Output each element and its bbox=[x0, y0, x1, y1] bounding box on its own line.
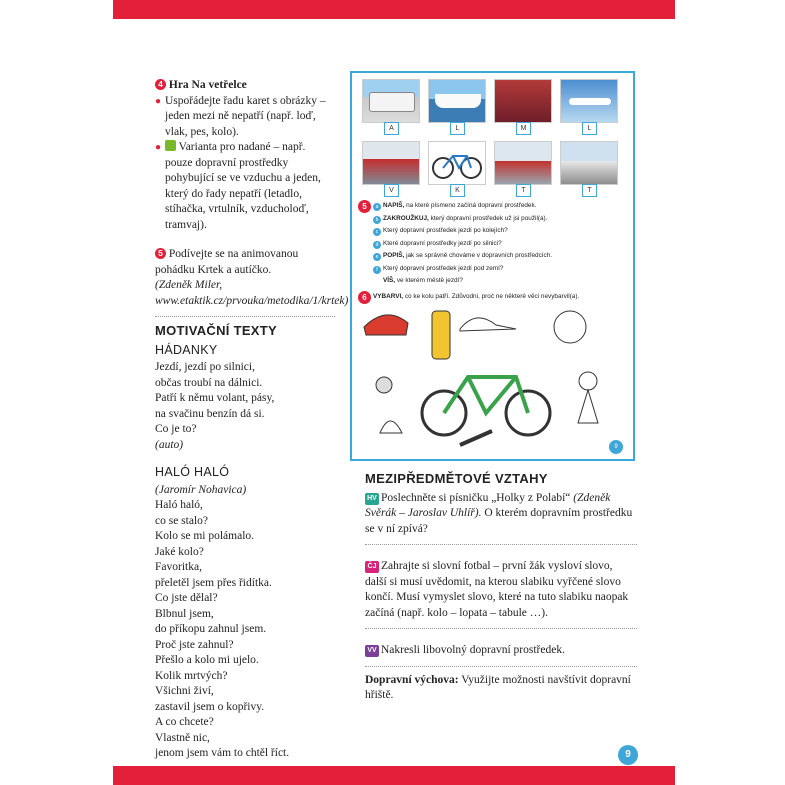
letter-box: K bbox=[450, 184, 465, 197]
section-number-5: 5 bbox=[155, 248, 166, 259]
panel-page-number: 9 bbox=[609, 440, 623, 454]
task-marker: b bbox=[373, 216, 381, 224]
task-line: c Který dopravní prostředek jezdí po kolejích? bbox=[358, 225, 628, 237]
cap-icon bbox=[460, 318, 516, 331]
poem-line: Co jste dělal? bbox=[155, 592, 218, 604]
cj-paragraph: ČJ Zahrajte si slovní fotbal – první žák vysloví slovo, další si musí uvědomit, na kterou slabiku vyřčené slovo končí. Musí vymyslet slovo, které na tuto slabiku naopak začíná (např. kolo – lopata – tabule …). bbox=[365, 560, 629, 619]
task-line: f Který dopravní prostředek jezdí pod zemí? bbox=[358, 263, 628, 275]
gift-icon bbox=[165, 140, 176, 151]
poem-line: do příkopu zahnul jsem. bbox=[155, 623, 267, 635]
doll-icon bbox=[579, 372, 597, 390]
section-number-4: 4 bbox=[155, 79, 166, 90]
task-line: VÍŠ, ve kterém městě jezdí? bbox=[383, 277, 463, 285]
task-line: 5 a NAPIŠ, na které písmeno začíná dopravní prostředek. bbox=[358, 200, 628, 213]
hadanky-answer: (auto) bbox=[155, 438, 184, 451]
trolleybus-picture bbox=[560, 141, 618, 185]
bus-picture bbox=[362, 79, 420, 123]
dopravni-vychova-label: Dopravní výchova: bbox=[365, 673, 459, 686]
list-item bbox=[155, 140, 335, 233]
airplane-picture bbox=[560, 79, 618, 123]
section-5-source: (Zdeněk Miler, www.etaktik.cz/prvouka/metodika/1/krtek) bbox=[155, 279, 349, 307]
letter-box: A bbox=[384, 122, 399, 135]
task-marker: a bbox=[373, 203, 381, 211]
top-red-bar bbox=[113, 0, 675, 19]
hadanky-poem bbox=[155, 360, 335, 453]
halo-poem bbox=[155, 498, 335, 762]
hadanky-heading: HÁDANKY bbox=[155, 342, 218, 357]
poem-line: Co je to? bbox=[155, 423, 197, 435]
motivacni-heading: MOTIVAČNÍ TEXTY bbox=[155, 323, 277, 338]
helmet-icon bbox=[364, 315, 408, 335]
section-5-text: Podívejte se na animovanou pohádku Krtek a autíčko. bbox=[155, 248, 299, 276]
workbook-page-image bbox=[350, 71, 635, 461]
train-picture bbox=[362, 141, 420, 185]
task-marker: e bbox=[373, 253, 381, 261]
letter-box: L bbox=[582, 122, 597, 135]
cj-badge: ČJ bbox=[365, 561, 379, 573]
halo-heading: HALÓ HALÓ bbox=[155, 465, 230, 479]
task-number: 6 bbox=[358, 291, 371, 304]
hv-author: (Zdeněk Svěrák – Jaroslav Uhlíř). bbox=[365, 491, 611, 519]
bicycle-picture bbox=[428, 141, 486, 185]
pump-icon bbox=[460, 431, 492, 445]
poem-line: co se stalo? bbox=[155, 514, 209, 527]
letter-box: M bbox=[516, 122, 531, 135]
section-5 bbox=[155, 247, 349, 309]
divider bbox=[365, 628, 637, 629]
task-marker: f bbox=[373, 266, 381, 274]
left-column bbox=[155, 78, 349, 762]
bullet-text: Uspořádejte řadu karet s obrázky – jeden mezi ně nepatří (např. loď, vlak, pes, kolo). bbox=[165, 94, 326, 138]
poem-line: Kolo se mi polámalo. bbox=[155, 530, 255, 542]
bottle-icon bbox=[432, 311, 450, 359]
poem-line: Přešlo a kolo mi ujelo. bbox=[155, 654, 259, 666]
bullet-icon: ● bbox=[155, 142, 162, 153]
bottom-red-bar bbox=[113, 766, 675, 785]
task-marker: c bbox=[373, 228, 381, 236]
letter-box: T bbox=[582, 184, 597, 197]
tram-picture bbox=[494, 141, 552, 185]
vv-paragraph: VV Nakresli libovolný dopravní prostředek. bbox=[365, 643, 637, 659]
bullet-text: Varianta pro nadané – např. pouze dopravní prostředky pohybující se ve vzduchu a jeden, který do řady nepatří (letadlo, stíhačka, vrtulník, vzducholoď, tramvaj). bbox=[165, 141, 321, 231]
section-4 bbox=[155, 78, 335, 233]
divider bbox=[155, 316, 335, 317]
poem-line: Blbnul jsem, bbox=[155, 607, 214, 620]
headphones-icon bbox=[554, 311, 586, 343]
poem-line: Vlastně nic, bbox=[155, 731, 210, 744]
poem-line: Jezdí, jezdí po silnici, bbox=[155, 361, 255, 373]
vv-badge: VV bbox=[365, 645, 379, 657]
poem-line: Kolik mrtvých? bbox=[155, 669, 228, 682]
task-number: 5 bbox=[358, 200, 371, 213]
mezipredmetove-heading: MEZIPŘEDMĚTOVÉ VZTAHY bbox=[365, 471, 548, 486]
poem-line: občas troubí na dálnici. bbox=[155, 376, 263, 389]
task-line: d Které dopravní prostředky jezdí po silnici? bbox=[358, 238, 628, 250]
task-list bbox=[358, 200, 628, 304]
coloring-illustration bbox=[356, 305, 628, 453]
task-line: e POPIŠ, jak se správně chováme v dopravních prostředcích. bbox=[358, 250, 628, 262]
divider bbox=[365, 544, 637, 545]
poem-line: zastavil jsem o kopřivy. bbox=[155, 700, 265, 713]
poem-line: Proč jste zahnul? bbox=[155, 638, 234, 651]
ship-picture bbox=[428, 79, 486, 123]
letter-box: L bbox=[450, 122, 465, 135]
hv-badge: HV bbox=[365, 493, 379, 505]
letter-box: T bbox=[516, 184, 531, 197]
poem-line: na svačinu benzín dá si. bbox=[155, 407, 265, 420]
poem-line: jenom jsem vám to chtěl říct. bbox=[155, 747, 290, 759]
task-marker: d bbox=[373, 241, 381, 249]
dopravni-vychova-paragraph: Dopravní výchova: Využijte možnosti navštívit dopravní hřiště. bbox=[365, 673, 631, 701]
poem-line: Jaké kolo? bbox=[155, 545, 204, 558]
task-line: b ZAKROUŽKUJ, který dopravní prostředek už jsi použil(a). bbox=[358, 213, 628, 225]
poem-line: přeletěl jsem přes řidítka. bbox=[155, 576, 272, 589]
right-column bbox=[365, 471, 637, 708]
divider bbox=[365, 666, 637, 667]
list-item bbox=[155, 94, 335, 141]
poem-line: Favoritka, bbox=[155, 561, 202, 573]
halo-author: (Jaromír Nohavica) bbox=[155, 483, 247, 496]
poem-line: A co chcete? bbox=[155, 716, 214, 728]
poem-line: Všichni živí, bbox=[155, 685, 214, 697]
winter-hat-icon bbox=[380, 421, 402, 433]
page-number: 9 bbox=[618, 745, 638, 765]
section-4-title: Hra Na vetřelce bbox=[168, 79, 247, 91]
poem-line: Patří k němu volant, pásy, bbox=[155, 392, 275, 404]
bell-icon bbox=[376, 377, 392, 393]
bullet-icon: ● bbox=[155, 95, 162, 107]
poem-line: Haló haló, bbox=[155, 499, 203, 511]
hv-paragraph: HV Poslechněte si písničku „Holky z Polabí“ (Zdeněk Svěrák – Jaroslav Uhlíř). O kterém dopravním prostředku se v ní zpívá? bbox=[365, 491, 633, 535]
letter-box: V bbox=[384, 184, 399, 197]
task-line: 6 VYBARVI, co ke kolu patří. Zdůvodni, proč ne některé věci nevybarvil(a). bbox=[358, 291, 628, 304]
subway-picture bbox=[494, 79, 552, 123]
bicycle-icon bbox=[429, 142, 485, 184]
